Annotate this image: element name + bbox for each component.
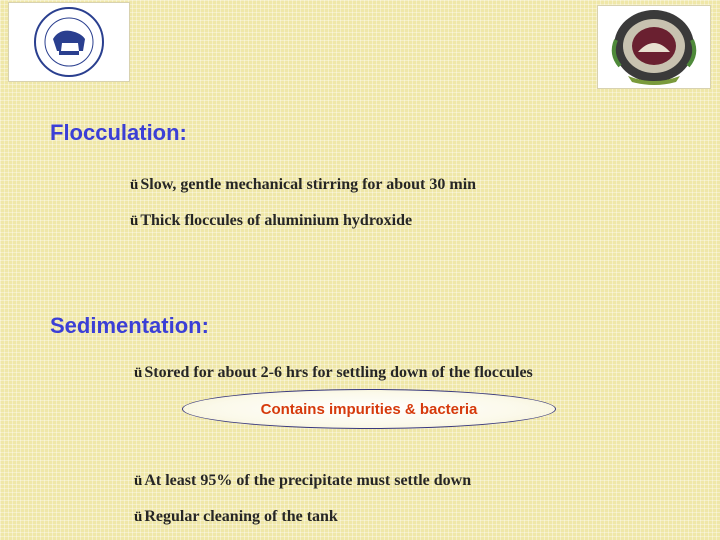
callout-ellipse [182, 389, 556, 429]
sedimentation-bullet [134, 508, 338, 526]
bullet-text: Stored for about 2-6 hrs for settling down of the floccules [144, 364, 533, 381]
bullet-text: Thick floccules of aluminium hydroxide [140, 212, 413, 229]
check-mark-icon: ü [134, 509, 143, 525]
flocculation-bullet [130, 176, 476, 194]
bullet-text: Regular cleaning of the tank [144, 508, 338, 525]
sedimentation-heading: Sedimentation: [50, 313, 209, 338]
sedimentation-bullet [134, 472, 471, 490]
check-mark-icon: ü [130, 177, 139, 193]
institute-emblem-icon [9, 3, 129, 81]
check-mark-icon: ü [134, 473, 143, 489]
flocculation-bullet [130, 212, 412, 230]
college-logo [597, 5, 711, 89]
bullet-text: Slow, gentle mechanical stirring for about 30 min [140, 176, 477, 193]
bullet-text: At least 95% of the precipitate must settle down [144, 472, 472, 489]
sedimentation-bullet [134, 364, 533, 382]
callout-text: Contains impurities & bacteria [260, 400, 478, 418]
institute-logo [8, 2, 130, 82]
flocculation-heading: Flocculation: [50, 120, 187, 145]
check-mark-icon: ü [134, 365, 143, 381]
check-mark-icon: ü [130, 213, 139, 229]
college-crest-icon [598, 6, 710, 88]
